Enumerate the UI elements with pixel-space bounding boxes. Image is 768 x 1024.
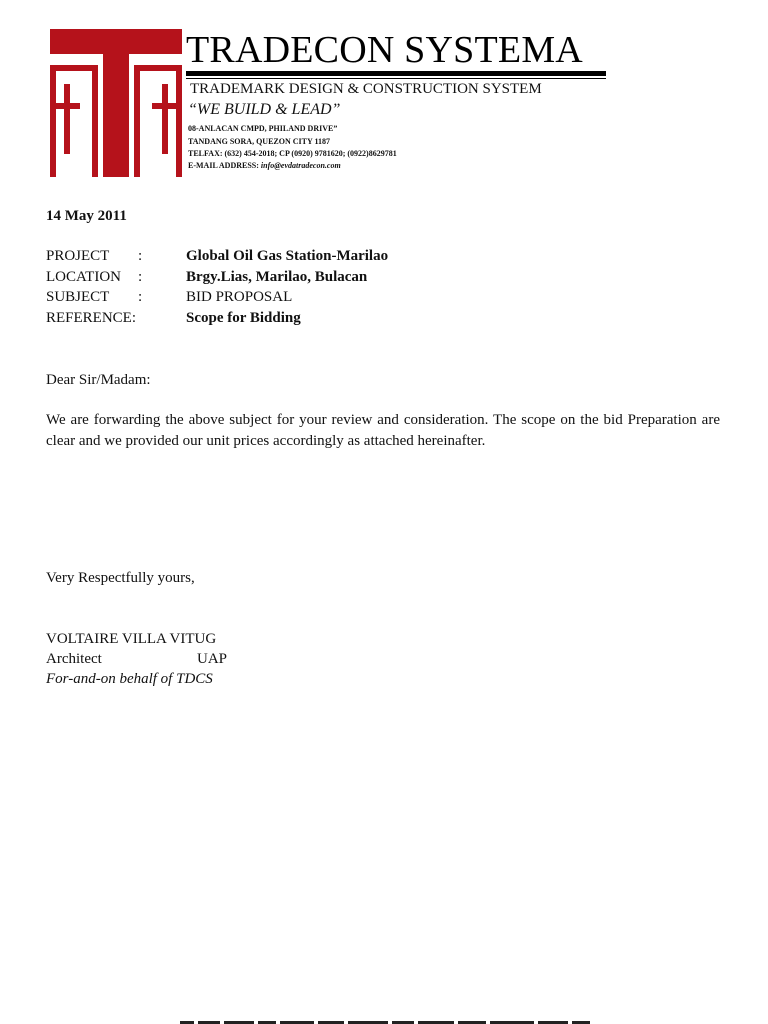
field-colon-subject: : [138,289,143,305]
telfax-line: TELFAX: (632) 454-2018; CP (0920) 9781620; (0922)8629781 [188,149,397,158]
header-rule-thin [186,78,606,79]
field-value-reference: Scope for Bidding [186,310,301,326]
body-paragraph: We are forwarding the above subject for your review and consideration. The scope on the bid Preparation are clear and we provided our unit prices accordingly as attached hereinafter. [46,412,720,449]
field-colon-project: : [138,248,143,264]
company-slogan: “WE BUILD & LEAD” [188,101,341,118]
closing: Very Respectfully yours, [46,570,195,586]
field-colon-location: : [138,269,143,285]
field-label-subject: SUBJECT [46,289,110,305]
signer-affiliation: UAP [197,651,228,667]
signer-behalf: For-and-on behalf of TDCS [46,671,213,687]
company-tagline: TRADEMARK DESIGN & CONSTRUCTION SYSTEM [190,81,542,97]
footer-cutoff-marks [180,1019,590,1024]
email-line [188,161,341,171]
header-rule-thick [186,71,606,76]
letter-date: 14 May 2011 [46,208,127,224]
signer-role: Architect [46,651,102,667]
field-label-location: LOCATION [46,269,121,285]
signer-name: VOLTAIRE VILLA VITUG [46,631,217,647]
company-logo [50,29,182,177]
address-line-1: 08-ANLACAN CMPD, PHILAND DRIVE” [188,124,338,133]
field-label-project: PROJECT [46,248,110,264]
field-value-location: Brgy.Lias, Marilao, Bulacan [186,269,368,285]
field-value-subject: BID PROPOSAL [186,289,293,305]
company-name: TRADECON SYSTEMA [186,29,583,71]
field-label-reference: REFERENCE: [46,310,137,326]
greeting: Dear Sir/Madam: [46,372,151,388]
email-address: info@evdatradecon.com [260,161,341,170]
email-label: E-MAIL ADDRESS: [188,161,261,170]
field-value-project: Global Oil Gas Station-Marilao [186,248,389,264]
address-line-2: TANDANG SORA, QUEZON CITY 1187 [188,137,331,146]
